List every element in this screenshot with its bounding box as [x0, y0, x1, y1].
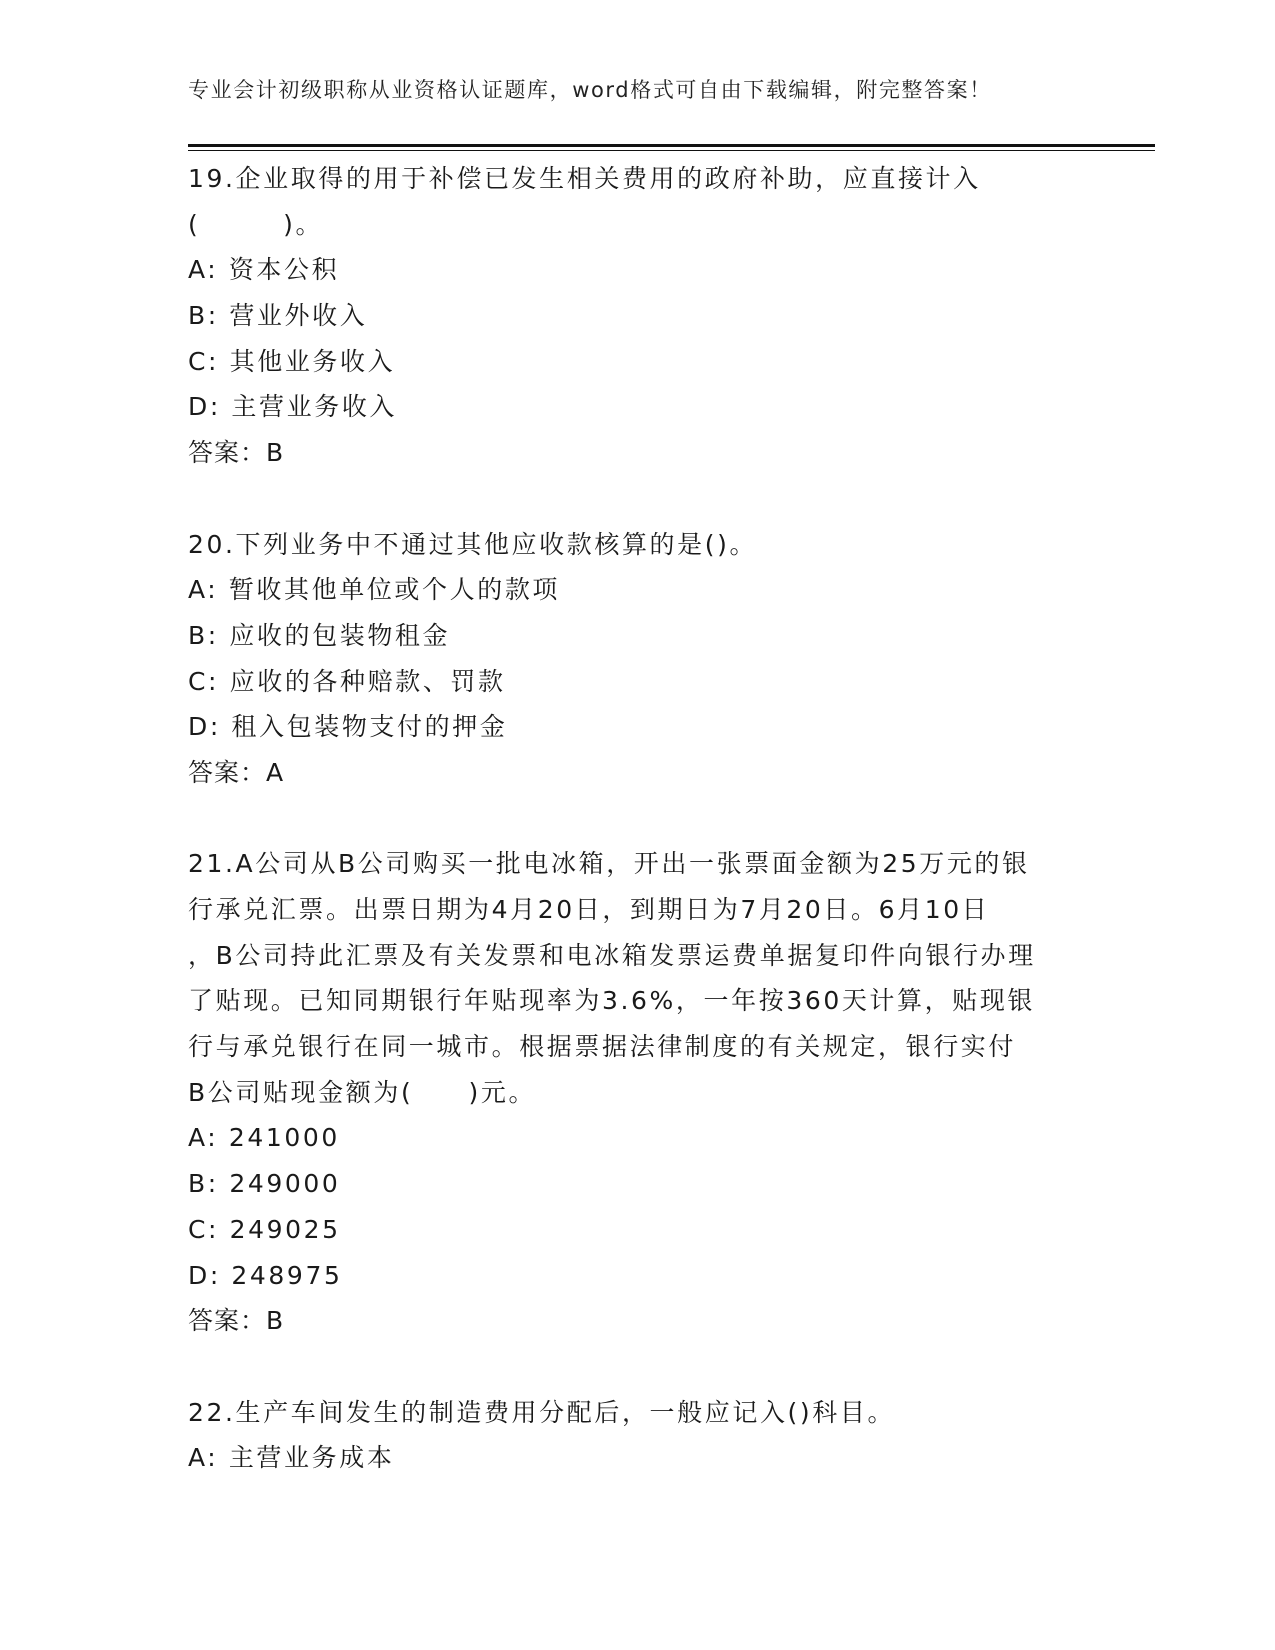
question-text: 22.生产车间发生的制造费用分配后，一般应记入()科目。: [188, 1397, 896, 1427]
option-d: D: 248975: [188, 1260, 343, 1290]
option-a: A: 暂收其他单位或个人的款项: [188, 575, 561, 605]
question-20: [188, 522, 1088, 796]
option-b: B: 应收的包装物租金: [188, 620, 451, 650]
option-c: C: 249025: [188, 1214, 341, 1244]
question-text: 20.下列业务中不通过其他应收款核算的是()。: [188, 529, 758, 559]
answer: 答案：A: [188, 757, 285, 787]
question-text: B公司贴现金额为( )元。: [188, 1077, 537, 1107]
question-list: [188, 156, 1088, 1481]
question-19: [188, 156, 1088, 476]
answer: 答案：B: [188, 438, 285, 468]
option-d: D: 主营业务收入: [188, 392, 398, 422]
question-text: 了贴现。已知同期银行年贴现率为3.6%，一年按360天计算，贴现银: [188, 986, 1036, 1016]
option-b: B: 249000: [188, 1169, 341, 1199]
question-text: ( )。: [188, 209, 324, 239]
question-text: ，B公司持此汇票及有关发票和电冰箱发票运费单据复印件向银行办理: [188, 940, 1036, 970]
option-a: A: 主营业务成本: [188, 1443, 395, 1473]
question-text: 行与承兑银行在同一城市。根据票据法律制度的有关规定，银行实付: [188, 1032, 1017, 1062]
header-rule: [188, 144, 1155, 147]
question-text: 行承兑汇票。出票日期为4月20日，到期日为7月20日。6月10日: [188, 895, 990, 924]
question-22: [188, 1390, 1088, 1481]
option-d: D: 租入包装物支付的押金: [188, 712, 508, 742]
question-text: 19.企业取得的用于补偿已发生相关费用的政府补助，应直接计入: [188, 164, 981, 193]
page-header: 专业会计初级职称从业资格认证题库，word格式可自由下载编辑，附完整答案！: [188, 78, 992, 102]
option-b: B: 营业外收入: [188, 301, 368, 331]
option-a: A: 资本公积: [188, 255, 340, 285]
option-a: A: 241000: [188, 1123, 340, 1153]
question-text: 21.A公司从B公司购买一批电冰箱，开出一张票面金额为25万元的银: [188, 849, 1030, 879]
option-c: C: 应收的各种赔款、罚款: [188, 666, 506, 696]
answer: 答案：B: [188, 1306, 285, 1336]
header-rule-thin: [188, 150, 1155, 151]
question-21: [188, 841, 1088, 1344]
option-c: C: 其他业务收入: [188, 346, 396, 376]
